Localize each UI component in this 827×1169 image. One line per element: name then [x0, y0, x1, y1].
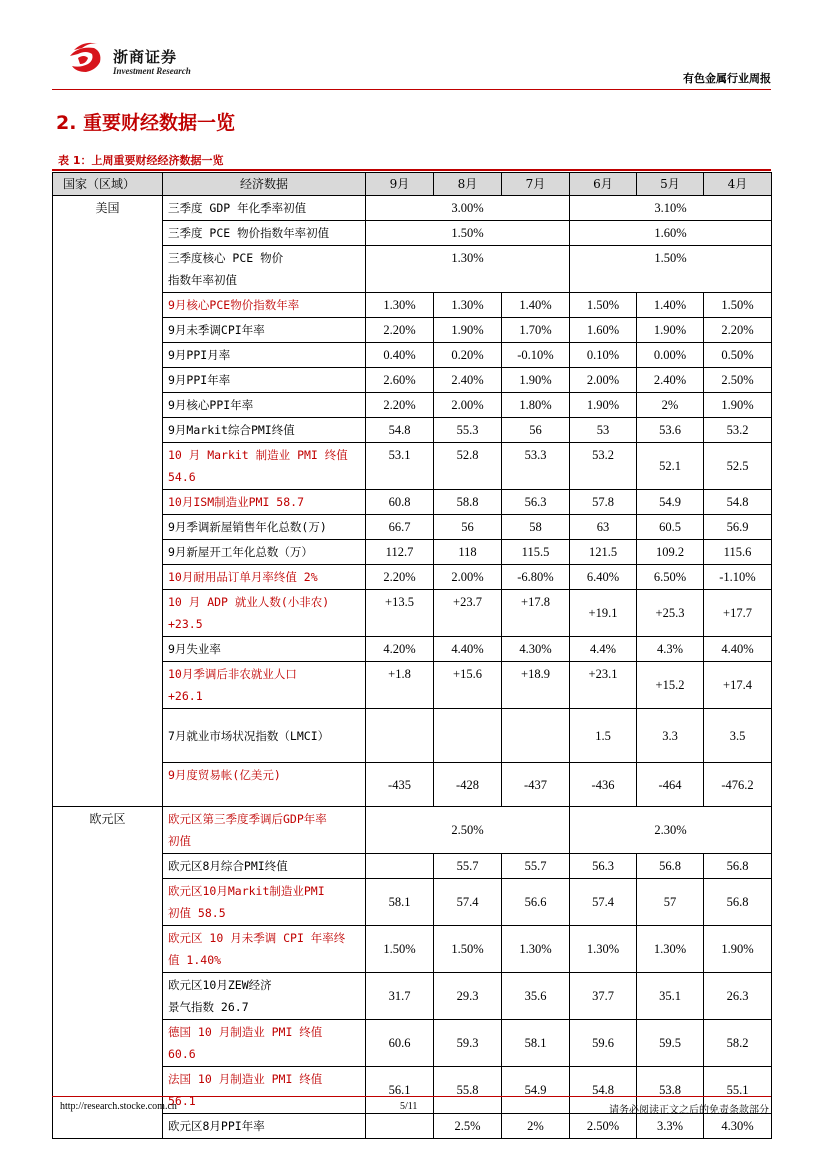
quarter-value-cell: 1.50% [570, 246, 772, 293]
value-cell: 59.3 [434, 1020, 502, 1067]
value-cell: -437 [502, 763, 570, 807]
value-cell: 60.6 [366, 1020, 434, 1067]
value-cell: 1.50% [570, 293, 637, 318]
value-cell: 55.7 [434, 854, 502, 879]
company-name-en: Investment Research [113, 66, 191, 76]
column-header: 经济数据 [163, 173, 366, 196]
value-cell: 121.5 [570, 540, 637, 565]
region-cell: 欧元区 [53, 807, 163, 1139]
value-cell: 1.90% [502, 368, 570, 393]
value-cell: +18.9 [502, 662, 570, 709]
value-cell: 115.6 [704, 540, 772, 565]
indicator-name: 9月度贸易帐(亿美元) [163, 763, 366, 807]
value-cell: 2.40% [637, 368, 704, 393]
indicator-name [163, 662, 366, 709]
table-top-rule [52, 169, 771, 171]
indicator-name: 9月季调新屋销售年化总数(万) [163, 515, 366, 540]
value-cell: 56.8 [704, 854, 772, 879]
value-cell: 56.6 [502, 879, 570, 926]
value-cell: 66.7 [366, 515, 434, 540]
value-cell: 55.3 [434, 418, 502, 443]
value-cell: 57.4 [434, 879, 502, 926]
value-cell: +1.8 [366, 662, 434, 709]
quarter-value-cell: 2.30% [570, 807, 772, 854]
value-cell: 52.5 [704, 443, 772, 490]
value-cell: 1.90% [704, 926, 772, 973]
footer-url: http://research.stocke.com.cn [60, 1101, 177, 1112]
value-cell: 4.30% [502, 637, 570, 662]
value-cell: 53.3 [502, 443, 570, 490]
indicator-name-line1: 10 月 Markit 制造业 PMI 终值 [168, 448, 348, 462]
value-cell: 1.30% [637, 926, 704, 973]
value-cell: 2.5% [434, 1114, 502, 1139]
value-cell: 56 [434, 515, 502, 540]
value-cell: 58.1 [366, 879, 434, 926]
header-divider [52, 89, 771, 90]
indicator-name-line2: 初值 [168, 834, 191, 848]
value-cell: 2.20% [366, 393, 434, 418]
value-cell: 52.1 [637, 443, 704, 490]
value-cell: 56.9 [704, 515, 772, 540]
value-cell: 0.10% [570, 343, 637, 368]
value-cell: 59.6 [570, 1020, 637, 1067]
table-row [53, 807, 772, 854]
value-cell: 1.90% [434, 318, 502, 343]
quarter-value-cell: 1.30% [366, 246, 570, 293]
value-cell: 56.8 [704, 879, 772, 926]
value-cell: 1.90% [570, 393, 637, 418]
value-cell: 2.00% [434, 393, 502, 418]
indicator-name-line1: 10 月 ADP 就业人数(小非农) [168, 595, 330, 609]
value-cell: -6.80% [502, 565, 570, 590]
indicator-name: 10月ISM制造业PMI 58.7 [163, 490, 366, 515]
value-cell: 56.3 [502, 490, 570, 515]
value-cell: +13.5 [366, 590, 434, 637]
indicator-name-line2: 60.6 [168, 1047, 196, 1061]
indicator-name: 9月未季调CPI年率 [163, 318, 366, 343]
page-number: 5/11 [400, 1101, 418, 1112]
indicator-name-line2: +23.5 [168, 617, 203, 631]
value-cell: 1.5 [570, 709, 637, 763]
value-cell: 2.50% [570, 1114, 637, 1139]
value-cell: 1.80% [502, 393, 570, 418]
value-cell: 58.8 [434, 490, 502, 515]
value-cell: 4.30% [704, 1114, 772, 1139]
value-cell: +15.6 [434, 662, 502, 709]
table-header-row [53, 173, 772, 196]
quarter-value-cell: 3.10% [570, 196, 772, 221]
value-cell: +17.4 [704, 662, 772, 709]
indicator-name-line2: 值 1.40% [168, 953, 222, 967]
value-cell: 54.9 [637, 490, 704, 515]
value-cell: 53.6 [637, 418, 704, 443]
value-cell: -1.10% [704, 565, 772, 590]
footer-divider [52, 1096, 771, 1097]
indicator-name: 9月PPI年率 [163, 368, 366, 393]
value-cell: 2.20% [366, 318, 434, 343]
value-cell: 1.90% [704, 393, 772, 418]
indicator-name: 三季度 PCE 物价指数年率初值 [163, 221, 366, 246]
value-cell: 60.8 [366, 490, 434, 515]
indicator-name [163, 807, 366, 854]
value-cell: 54.8 [704, 490, 772, 515]
section-title: 2. 重要财经数据一览 [56, 112, 236, 134]
indicator-name: 9月核心PPI年率 [163, 393, 366, 418]
indicator-name: 10月耐用品订单月率终值 2% [163, 565, 366, 590]
value-cell: 0.40% [366, 343, 434, 368]
value-cell: 2.20% [366, 565, 434, 590]
column-header: 9月 [366, 173, 434, 196]
column-header: 国家（区域） [53, 173, 163, 196]
value-cell: 37.7 [570, 973, 637, 1020]
indicator-name: 9月核心PCE物价指数年率 [163, 293, 366, 318]
company-logo [66, 40, 106, 76]
value-cell: 2.40% [434, 368, 502, 393]
value-cell: 2.60% [366, 368, 434, 393]
company-name-cn: 浙商证券 [113, 48, 178, 66]
quarter-value-cell: 3.00% [366, 196, 570, 221]
indicator-name-line2: 54.6 [168, 470, 196, 484]
region-cell: 美国 [53, 196, 163, 807]
value-cell: 53.1 [366, 443, 434, 490]
value-cell: 4.3% [637, 637, 704, 662]
column-header: 6月 [570, 173, 637, 196]
value-cell [502, 709, 570, 763]
value-cell: 1.60% [570, 318, 637, 343]
indicator-name-line1: 欧元区 10 月未季调 CPI 年率终 [168, 931, 346, 945]
indicator-name: 7月就业市场状况指数（LMCI） [163, 709, 366, 763]
value-cell: 4.20% [366, 637, 434, 662]
economic-data-table [52, 172, 772, 1139]
value-cell: 58.1 [502, 1020, 570, 1067]
value-cell: -436 [570, 763, 637, 807]
value-cell: 29.3 [434, 973, 502, 1020]
indicator-name-line1: 欧元区10月Markit制造业PMI [168, 884, 325, 898]
value-cell: 6.40% [570, 565, 637, 590]
value-cell: 35.1 [637, 973, 704, 1020]
value-cell: 1.30% [366, 293, 434, 318]
value-cell: +15.2 [637, 662, 704, 709]
table-row [53, 196, 772, 221]
value-cell: 2% [637, 393, 704, 418]
value-cell: 1.40% [502, 293, 570, 318]
value-cell: 53.2 [704, 418, 772, 443]
footer-disclaimer: 请务必阅读正文之后的免责条款部分 [609, 1105, 769, 1116]
value-cell: 2% [502, 1114, 570, 1139]
column-header: 7月 [502, 173, 570, 196]
value-cell: 6.50% [637, 565, 704, 590]
value-cell: 0.50% [704, 343, 772, 368]
value-cell: 115.5 [502, 540, 570, 565]
value-cell: 3.3% [637, 1114, 704, 1139]
indicator-name: 9月Markit综合PMI终值 [163, 418, 366, 443]
value-cell: 3.3 [637, 709, 704, 763]
indicator-name: 欧元区8月综合PMI终值 [163, 854, 366, 879]
column-header: 4月 [704, 173, 772, 196]
value-cell: 52.8 [434, 443, 502, 490]
value-cell: 53.2 [570, 443, 637, 490]
value-cell: 0.20% [434, 343, 502, 368]
value-cell: 57 [637, 879, 704, 926]
value-cell: +23.1 [570, 662, 637, 709]
value-cell: -464 [637, 763, 704, 807]
indicator-name [163, 926, 366, 973]
value-cell: 0.00% [637, 343, 704, 368]
indicator-name: 9月失业率 [163, 637, 366, 662]
indicator-name-line1: 三季度核心 PCE 物价 [168, 251, 284, 265]
indicator-name-line2: 56.1 [168, 1094, 196, 1108]
value-cell: 60.5 [637, 515, 704, 540]
indicator-name-line2: 景气指数 26.7 [168, 1000, 249, 1014]
value-cell: 56.3 [570, 854, 637, 879]
indicator-name [163, 246, 366, 293]
value-cell: +25.3 [637, 590, 704, 637]
indicator-name-line1: 欧元区第三季度季调后GDP年率 [168, 812, 327, 826]
value-cell: 109.2 [637, 540, 704, 565]
column-header: 5月 [637, 173, 704, 196]
value-cell: 112.7 [366, 540, 434, 565]
value-cell: 53.8 [637, 1067, 704, 1114]
value-cell: -476.2 [704, 763, 772, 807]
value-cell: -0.10% [502, 343, 570, 368]
value-cell: 63 [570, 515, 637, 540]
quarter-value-cell: 2.50% [366, 807, 570, 854]
value-cell: +19.1 [570, 590, 637, 637]
value-cell: 4.40% [704, 637, 772, 662]
indicator-name [163, 879, 366, 926]
value-cell: 55.1 [704, 1067, 772, 1114]
value-cell: 2.00% [434, 565, 502, 590]
value-cell [366, 709, 434, 763]
value-cell: -435 [366, 763, 434, 807]
value-cell: 57.4 [570, 879, 637, 926]
indicator-name-line1: 法国 10 月制造业 PMI 终值 [168, 1072, 323, 1086]
value-cell: 1.30% [570, 926, 637, 973]
value-cell: +17.8 [502, 590, 570, 637]
value-cell: 54.8 [366, 418, 434, 443]
indicator-name: 9月PPI月率 [163, 343, 366, 368]
indicator-name-line2: 初值 58.5 [168, 906, 226, 920]
value-cell: 1.90% [637, 318, 704, 343]
value-cell: 118 [434, 540, 502, 565]
value-cell: 1.50% [434, 926, 502, 973]
indicator-name-line1: 德国 10 月制造业 PMI 终值 [168, 1025, 323, 1039]
value-cell: 1.40% [637, 293, 704, 318]
value-cell: 54.9 [502, 1067, 570, 1114]
value-cell [366, 854, 434, 879]
indicator-name [163, 973, 366, 1020]
report-type: 有色金属行业周报 [683, 72, 771, 85]
value-cell: 1.30% [502, 926, 570, 973]
value-cell: 56.1 [366, 1067, 434, 1114]
table-title: 表 1：上周重要财经经济数据一览 [58, 154, 224, 167]
quarter-value-cell: 1.50% [366, 221, 570, 246]
indicator-name-line2: 指数年率初值 [168, 273, 237, 287]
value-cell: 4.4% [570, 637, 637, 662]
value-cell: +23.7 [434, 590, 502, 637]
indicator-name: 三季度 GDP 年化季率初值 [163, 196, 366, 221]
value-cell: 58.2 [704, 1020, 772, 1067]
quarter-value-cell: 1.60% [570, 221, 772, 246]
value-cell: 56 [502, 418, 570, 443]
value-cell: 35.6 [502, 973, 570, 1020]
indicator-name: 9月新屋开工年化总数（万） [163, 540, 366, 565]
indicator-name: 欧元区8月PPI年率 [163, 1114, 366, 1139]
value-cell: 53 [570, 418, 637, 443]
indicator-name-line1: 欧元区10月ZEW经济 [168, 978, 272, 992]
value-cell: 1.70% [502, 318, 570, 343]
value-cell: 2.50% [704, 368, 772, 393]
value-cell: 56.8 [637, 854, 704, 879]
value-cell: -428 [434, 763, 502, 807]
value-cell: 31.7 [366, 973, 434, 1020]
value-cell: 2.20% [704, 318, 772, 343]
value-cell: 54.8 [570, 1067, 637, 1114]
value-cell: 1.30% [434, 293, 502, 318]
indicator-name [163, 443, 366, 490]
value-cell: 59.5 [637, 1020, 704, 1067]
value-cell: +17.7 [704, 590, 772, 637]
value-cell [366, 1114, 434, 1139]
value-cell: 58 [502, 515, 570, 540]
value-cell: 55.8 [434, 1067, 502, 1114]
indicator-name [163, 590, 366, 637]
indicator-name [163, 1067, 366, 1114]
value-cell: 26.3 [704, 973, 772, 1020]
indicator-name-line2: +26.1 [168, 689, 203, 703]
value-cell: 3.5 [704, 709, 772, 763]
column-header: 8月 [434, 173, 502, 196]
value-cell: 55.7 [502, 854, 570, 879]
value-cell: 1.50% [366, 926, 434, 973]
value-cell: 4.40% [434, 637, 502, 662]
indicator-name [163, 1020, 366, 1067]
value-cell: 2.00% [570, 368, 637, 393]
indicator-name-line1: 10月季调后非农就业人口 [168, 667, 297, 681]
value-cell: 1.50% [704, 293, 772, 318]
value-cell [434, 709, 502, 763]
value-cell: 57.8 [570, 490, 637, 515]
